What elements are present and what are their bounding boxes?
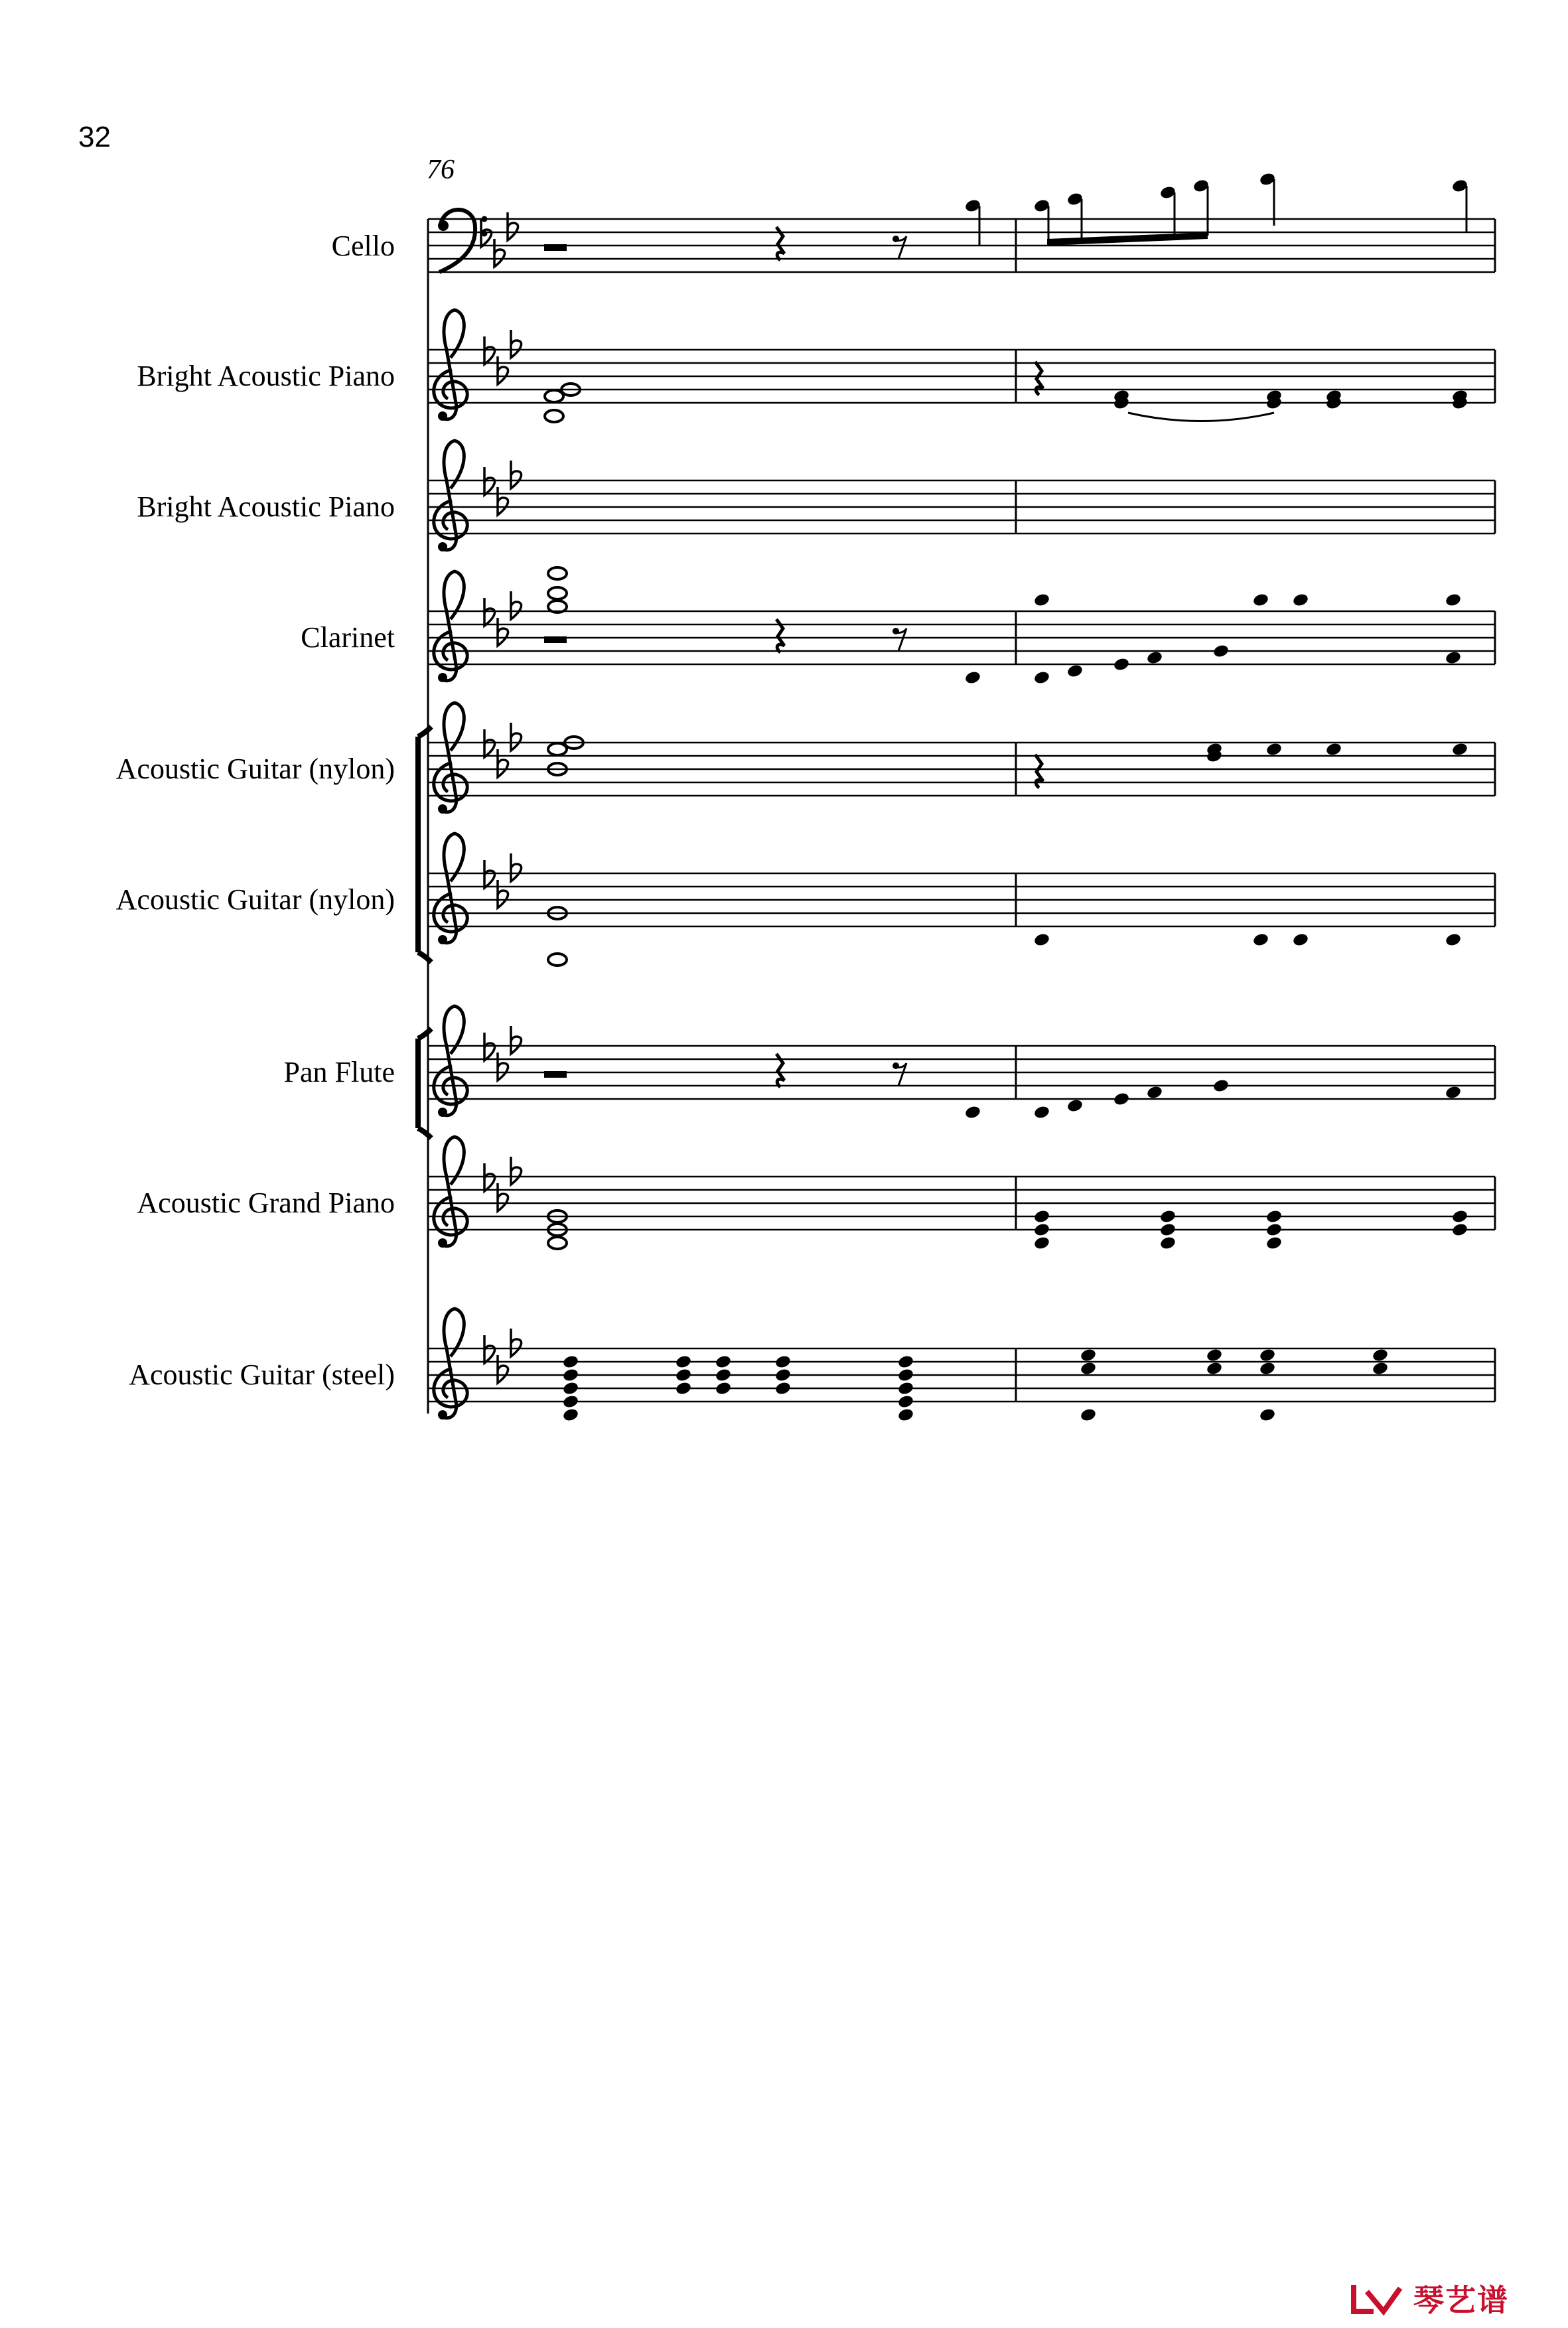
instrument-label-guitar-nylon-2: Acoustic Guitar (nylon) xyxy=(115,883,395,916)
staff-clarinet xyxy=(428,571,1495,685)
instrument-label-clarinet: Clarinet xyxy=(301,621,395,654)
logo-icon xyxy=(1347,2278,1407,2318)
measure-number: 76 xyxy=(427,155,455,185)
page-number: 32 xyxy=(78,121,111,153)
instrument-label-bright-piano-1: Bright Acoustic Piano xyxy=(137,360,395,392)
staff-bright-piano-2 xyxy=(428,441,1495,613)
staff-guitar-steel xyxy=(428,1309,1495,1422)
instrument-label-cello: Cello xyxy=(331,230,395,262)
watermark-logo xyxy=(1347,2276,1509,2320)
staff-bright-piano-1 xyxy=(428,310,1495,422)
instrument-label-grand-piano: Acoustic Grand Piano xyxy=(137,1187,395,1219)
staff-cello xyxy=(428,172,1495,272)
staff-grand-piano xyxy=(428,1137,1495,1250)
instrument-label-guitar-nylon-1: Acoustic Guitar (nylon) xyxy=(115,753,395,785)
staff-guitar-nylon-1 xyxy=(428,703,1495,814)
instrument-label-pan-flute: Pan Flute xyxy=(283,1056,395,1088)
watermark-text: 琴艺谱 xyxy=(1413,2282,1509,2318)
staff-pan-flute xyxy=(428,1006,1495,1120)
instrument-label-guitar-steel: Acoustic Guitar (steel) xyxy=(129,1358,395,1391)
instrument-label-bright-piano-2: Bright Acoustic Piano xyxy=(137,490,395,523)
staff-guitar-nylon-2 xyxy=(428,834,1495,966)
